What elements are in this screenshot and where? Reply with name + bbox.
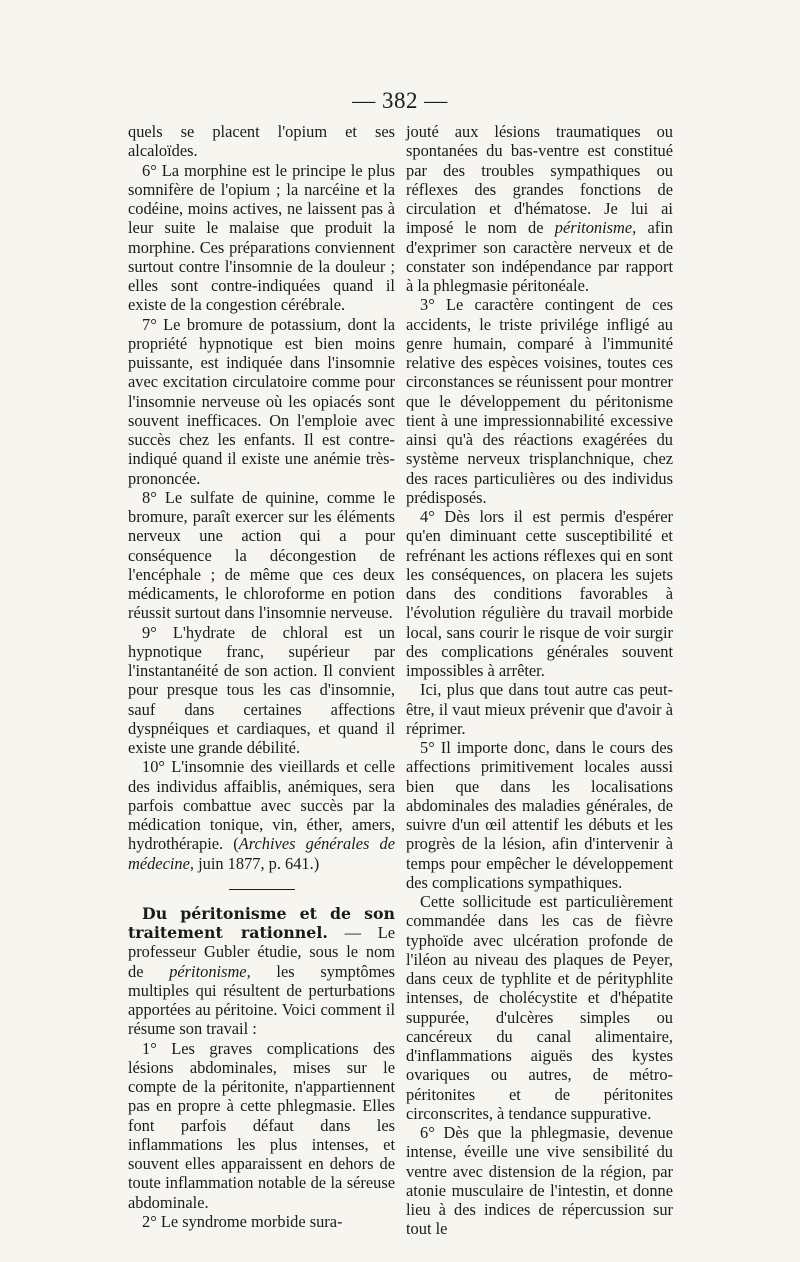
paragraph: 5° Il importe donc, dans le cours des affections primitivement locales aussi bien que dans les localisations abdominales des maladies générales, de suivre d'un œil attentif les débuts et les progrès de la lésion, afin d'intervenir à temps pour empêcher le développement des complications sympathiques. (406, 738, 673, 892)
paragraph: 6° Dès que la phlegmasie, devenue intense, éveille une vive sensibilité du ventre avec distension de la région, par atonie musculaire de l'intestin, et donne lieu à des indices de répercussion sur tout le (406, 1123, 673, 1239)
paragraph: 6° La morphine est le principe le plus somnifère de l'opium ; la narcéine et la codéine, moins actives, ne laissent pas à leur suite le malaise que produit la morphine. Ces préparations conviennent surtout contre l'insomnie de la douleur ; elles sont contre-indiquées quand il existe de la congestion cérébrale. (128, 160, 395, 315)
italic-term: péritonisme, (169, 961, 251, 981)
intro-text: — Le professeur Gubler étudie, sous le nom de (128, 923, 396, 981)
paragraph: 1° Les graves complications des lésions abdominales, mises sur le compte de la péritonite, n'appartiennent pas en propre à cette phlegmasie. Elles font parfois défaut dans les inflammations les plus intenses, et souvent elles apparaissent en dehors de toute inflammation notable de la séreuse abdominale. (128, 1038, 395, 1212)
paragraph: 4° Dès lors il est permis d'espérer qu'en diminuant cette susceptibilité et refrénant les actions réflexes qui en sont les conséquences, on placera les sujets dans des conditions favorables à l'évolution régulière du travail morbide local, sans courir le risque de voir surgir des complications générales souvent impossibles à arrêter. (406, 507, 673, 680)
section-divider (229, 889, 295, 890)
paragraph (406, 122, 673, 295)
journal-citation: Archives générales de médecine, (128, 834, 395, 873)
paragraph-text: afin d'exprimer son caractère nerveux et de constater son indépendance par rapport à la phlegmasie péritonéale. (406, 218, 673, 295)
paragraph: 9° L'hydrate de chloral est un hypnotique franc, supérieur par l'instantanéité de son action. Il convient pour presque tous les cas d'insomnie, sauf dans certaines affections dyspnéiques et cardiaques, et quand il existe une grande débilité. (128, 622, 395, 757)
paragraph: 3° Le caractère contingent de ces accidents, le triste privilége infligé au genre humain, comparé à l'immunité relative des espèces voisines, toutes ces circonstances se réunissent pour montrer que le développement du péritonisme tient à une impressionnabilité excessive ainsi qu'à des réactions exagérées du système nerveux trisplanchnique, chez des races particulières ou des individus prédisposés. (406, 295, 673, 507)
page-number: — 382 — (352, 88, 448, 113)
paragraph: Ici, plus que dans tout autre cas peut-être, il vaut mieux prévenir que d'avoir à réprimer. (406, 680, 673, 738)
paragraph: Cette sollicitude est particulièrement commandée dans les cas de fièvre typhoïde avec ulcération profonde de l'iléon au niveau des plaques de Peyer, dans ceux de typhlite et de pérityphlite intenses, de cholécystite et d'hépatite suppurée, d'ulcères simples ou cancéreux du canal alimentaire, d'inflammations aiguës des kystes ovariques ou autres, de métro-péritonites et de péritonites circonscrites, à tendance suppurative. (406, 892, 673, 1123)
paragraph: 7° Le bromure de potassium, dont la propriété hypnotique est bien moins puissante, est indiquée dans l'insomnie avec excitation circulatoire comme pour l'insomnie nerveuse où les opiacés sont souvent inefficaces. On l'emploie avec succès chez les enfants. Il est contre-indiqué quand il existe une anémie très-prononcée. (128, 314, 395, 488)
paragraph: 8° Le sulfate de quinine, comme le bromure, paraît exercer sur les éléments nerveux une action qui a pour conséquence la décongestion de l'encéphale ; de même que ces deux médicaments, le chloroforme en potion réussit surtout dans l'insomnie nerveuse. (128, 487, 395, 623)
article-heading: Du péritonisme et de son traitement rationnel. (128, 903, 395, 942)
left-column (128, 122, 395, 1231)
intro-text: les symptômes multiples qui résultent de perturbations apportées au péritoine. Voici comment il résume son travail : (128, 961, 395, 1039)
citation-date: juin 1877, p. 641.) (193, 853, 320, 873)
paragraph: quels se placent l'opium et ses alcaloïdes. (128, 122, 395, 161)
right-column (406, 122, 673, 1239)
paragraph-text: 10° L'insomnie des vieillards et celle des individus affaiblis, anémiques, sera parfois combattue avec succès par la médication tonique, vin, éther, amers, hydrothérapie. ( (128, 757, 395, 854)
italic-term: péritonisme, (554, 218, 637, 238)
paragraph: 2° Le syndrome morbide sura- (142, 1211, 343, 1231)
article-intro (128, 904, 395, 1039)
paragraph-text: jouté aux lésions traumatiques ou spontanées du bas-ventre est constitué par des troubles sympathiques ou réflexes des grandes fonctions de circulation et d'hématose. Je lui ai imposé le nom de (406, 122, 673, 238)
paragraph (128, 757, 395, 873)
